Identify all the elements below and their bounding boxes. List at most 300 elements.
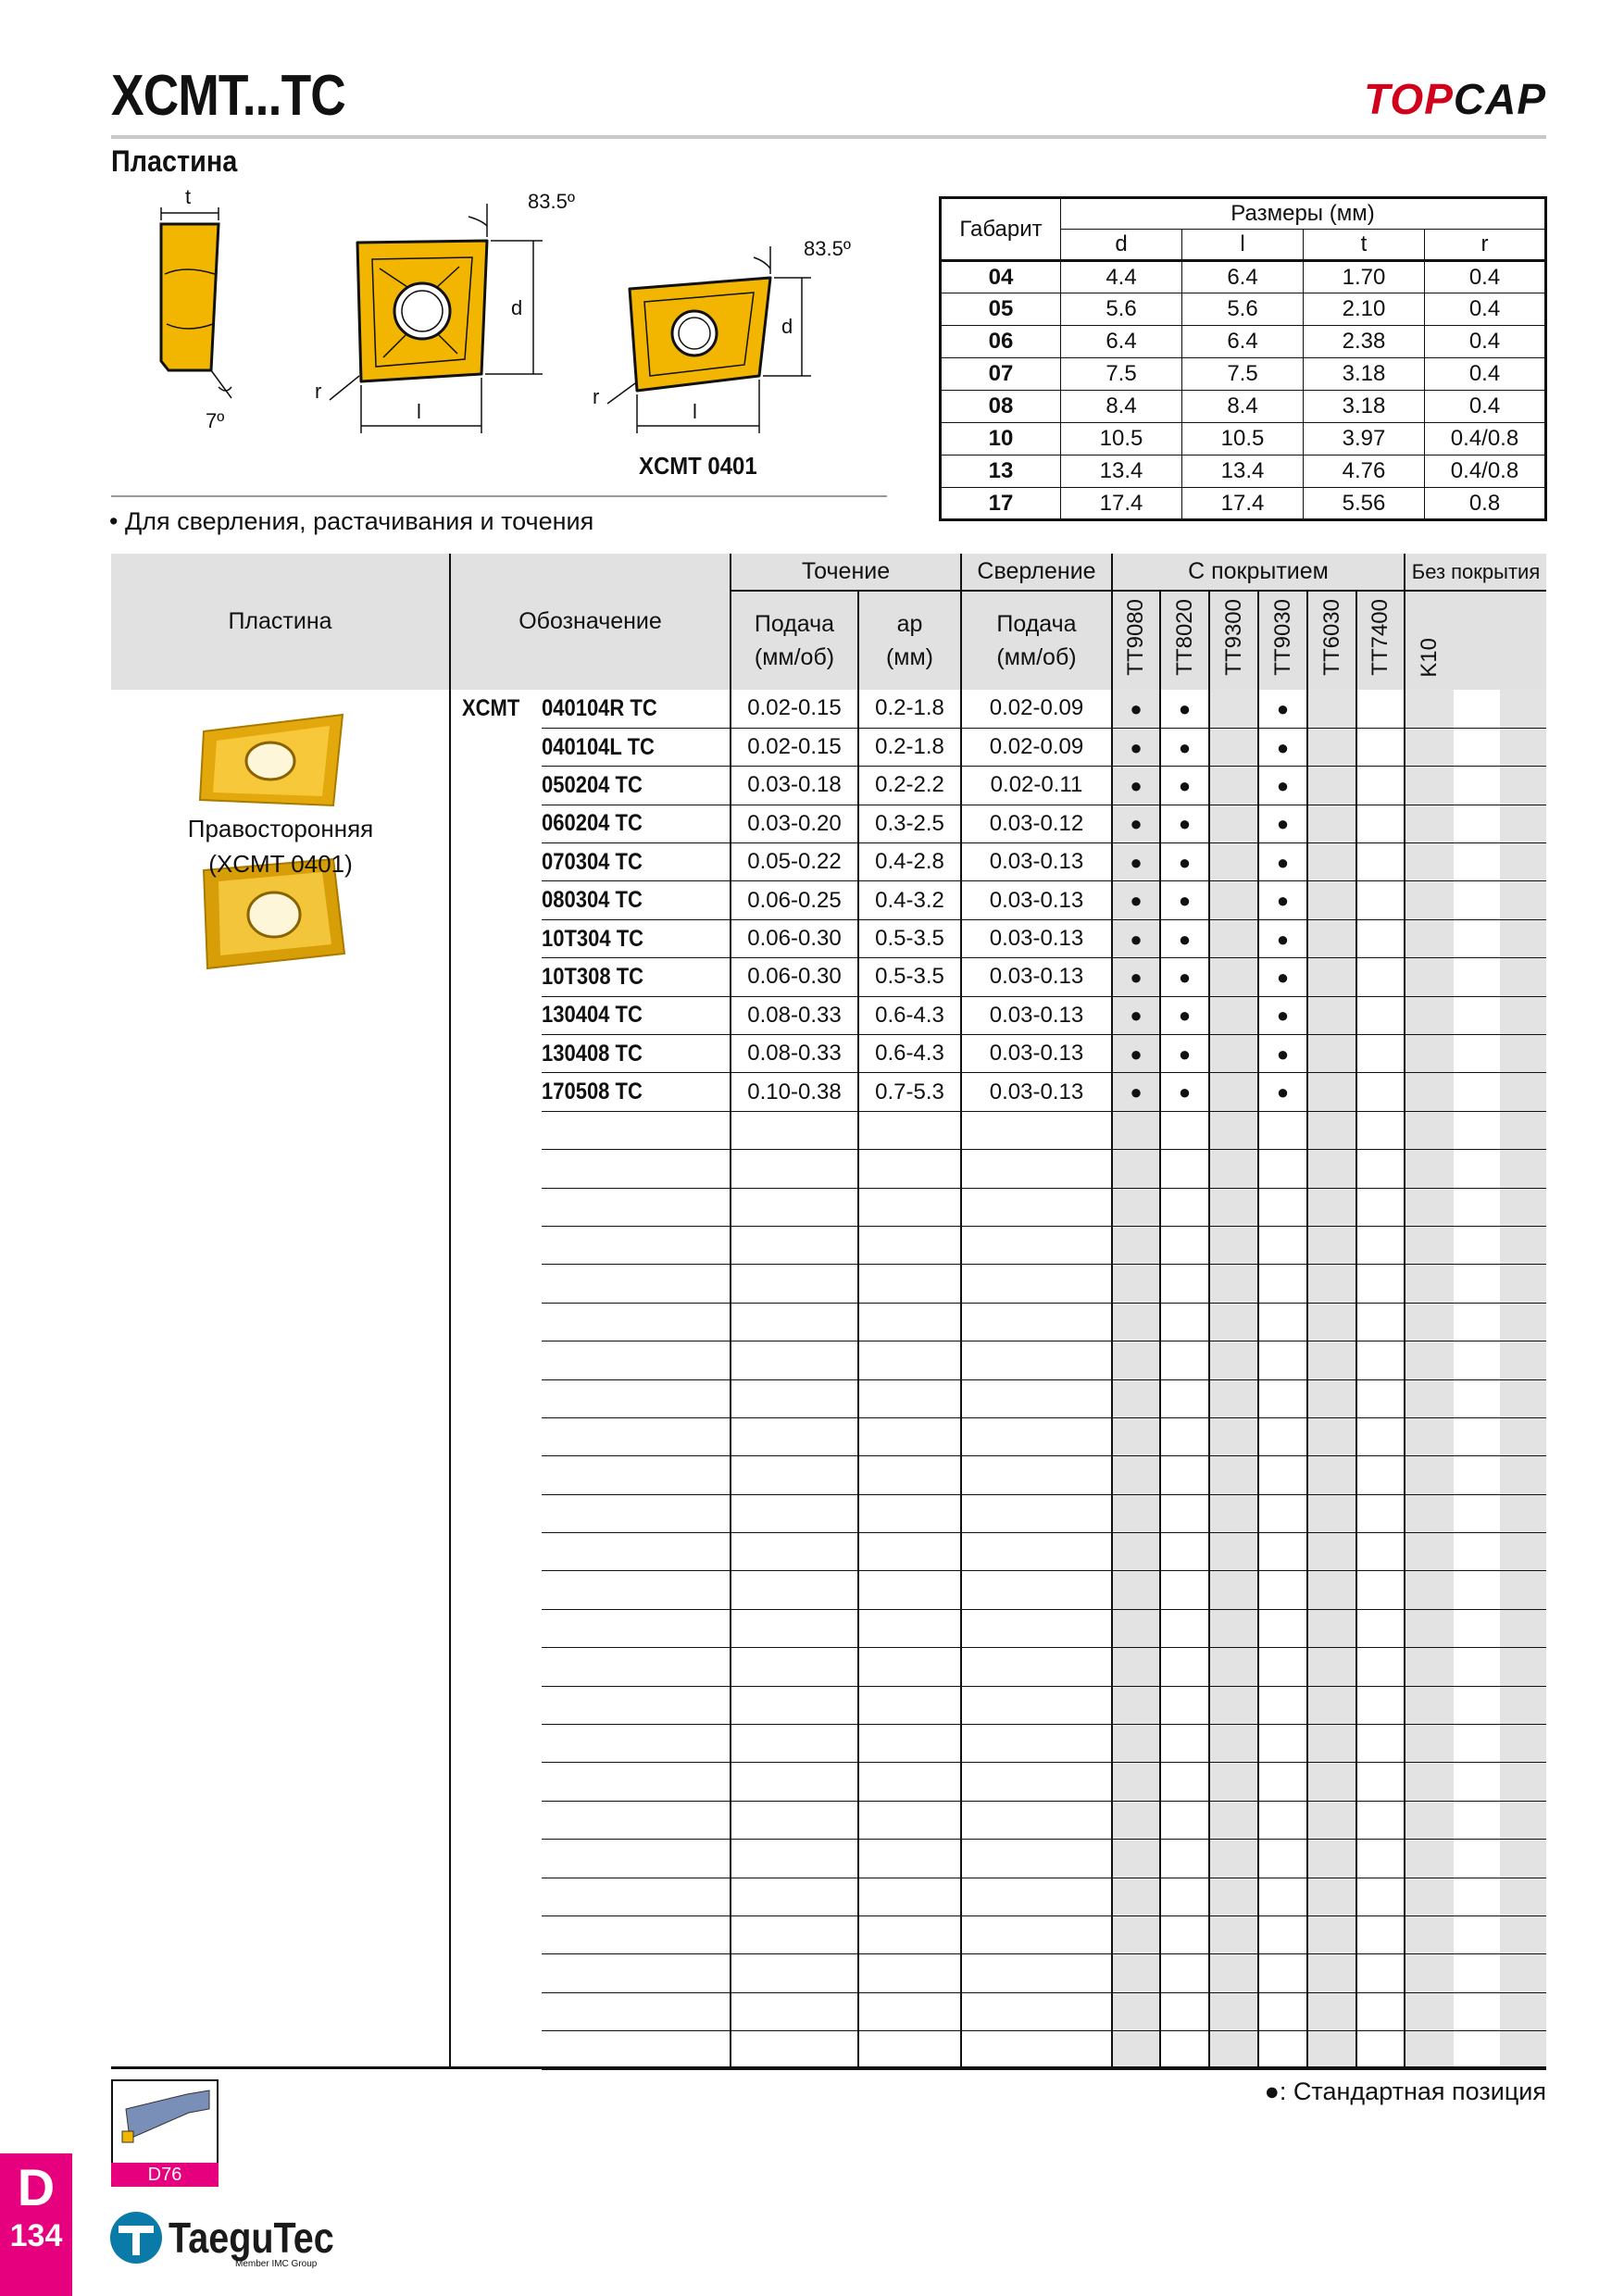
grade-cell xyxy=(1112,1686,1160,1724)
designation-prefix xyxy=(450,1878,542,1915)
grade-cell xyxy=(1112,1954,1160,1992)
grade-cell xyxy=(1307,1035,1356,1073)
designation-code xyxy=(542,1188,731,1226)
grade-cell xyxy=(1356,1150,1405,1188)
grade-cell xyxy=(1405,1265,1454,1303)
designation-code xyxy=(542,996,731,1034)
grade-cell xyxy=(1307,1840,1356,1878)
drilling-feed-cell: 0.03-0.13 xyxy=(961,1035,1112,1073)
dim-col-d: d xyxy=(1061,230,1182,261)
designation-code xyxy=(542,1571,731,1609)
designation-code xyxy=(542,805,731,842)
turning-feed-cell xyxy=(731,1417,858,1455)
turning-feed-cell xyxy=(731,1840,858,1878)
grade-cell xyxy=(1356,2031,1405,2069)
grade-cell xyxy=(1307,1150,1356,1188)
grade-cell xyxy=(1356,1265,1405,1303)
grade-cell xyxy=(1405,1456,1454,1494)
grade-cell-empty xyxy=(1454,1226,1500,1264)
ap-cell xyxy=(858,1801,961,1839)
grade-cell xyxy=(1356,1571,1405,1609)
drilling-feed-cell xyxy=(961,1686,1112,1724)
size-cell: 10 xyxy=(941,423,1061,455)
designation-code xyxy=(542,1226,731,1264)
designation-code xyxy=(542,767,731,805)
grade-cell xyxy=(1356,996,1405,1034)
grade-cell xyxy=(1356,1992,1405,2030)
dim-d-cell: 4.4 xyxy=(1061,261,1182,293)
grade-cell xyxy=(1112,1878,1160,1915)
designation-prefix xyxy=(450,1992,542,2030)
designation-code-text: 10T304 TC xyxy=(542,925,644,952)
grade-cell xyxy=(1405,1035,1454,1073)
grade-empty-1 xyxy=(1454,591,1500,690)
ap-cell xyxy=(858,1916,961,1954)
grade-cell xyxy=(1160,1992,1209,2030)
designation-prefix xyxy=(450,767,542,805)
grade-cell-empty xyxy=(1500,1916,1546,1954)
turning-feed-cell xyxy=(731,1571,858,1609)
grade-cell-empty xyxy=(1500,1609,1546,1647)
grade-cell xyxy=(1258,843,1307,881)
grade-cell-empty xyxy=(1500,1303,1546,1341)
turning-feed-cell xyxy=(731,1111,858,1149)
standard-item-dot: ● xyxy=(1178,812,1192,836)
col-ap-header: ap (мм) xyxy=(858,591,961,690)
grade-cell xyxy=(1160,1188,1209,1226)
grade-cell xyxy=(1405,881,1454,919)
grade-label: TT9300 xyxy=(1220,599,1246,676)
grade-cell xyxy=(1112,1035,1160,1073)
turning-feed-cell xyxy=(731,1341,858,1379)
standard-item-dot: ● xyxy=(1276,773,1290,797)
standard-item-dot: ● xyxy=(1130,1080,1143,1104)
grade-cell xyxy=(1356,805,1405,842)
grade-cell xyxy=(1112,728,1160,766)
grade-cell-empty xyxy=(1454,1801,1500,1839)
designation-prefix xyxy=(450,1150,542,1188)
designation-prefix xyxy=(450,1954,542,1992)
grade-cell xyxy=(1209,1648,1258,1686)
designation-prefix xyxy=(450,1035,542,1073)
grade-cell xyxy=(1258,728,1307,766)
dim-angle-7: 7º xyxy=(206,409,225,432)
grade-cell xyxy=(1356,1494,1405,1532)
dim-t-cell: 3.18 xyxy=(1304,358,1425,391)
dim-l-cell: 8.4 xyxy=(1182,391,1304,423)
grade-cell-empty xyxy=(1500,1111,1546,1149)
turning-feed-cell xyxy=(731,1494,858,1532)
col-feed-header: Подача (мм/об) xyxy=(731,591,858,690)
designation-code xyxy=(542,1648,731,1686)
grade-cell xyxy=(1209,1417,1258,1455)
grade-cell-empty xyxy=(1454,1111,1500,1149)
grade-cell xyxy=(1112,881,1160,919)
grade-cell xyxy=(1112,767,1160,805)
designation-prefix xyxy=(450,958,542,996)
note-rule xyxy=(111,495,887,497)
dim-t-cell: 1.70 xyxy=(1304,261,1425,293)
grade-k10 xyxy=(1405,591,1454,690)
dim-l-cell: 13.4 xyxy=(1182,455,1304,488)
turning-feed-cell: 0.08-0.33 xyxy=(731,996,858,1034)
grade-cell-empty xyxy=(1454,1840,1500,1878)
grade-cell xyxy=(1307,2031,1356,2069)
grade-cell xyxy=(1307,1111,1356,1149)
grade-cell xyxy=(1160,1073,1209,1111)
standard-item-dot: ● xyxy=(1130,773,1143,797)
page-title: XCMT...TC xyxy=(111,64,345,128)
ap-cell xyxy=(858,1992,961,2030)
grade-cell xyxy=(1160,1878,1209,1915)
grade-cell xyxy=(1209,1188,1258,1226)
dim-r-cell: 0.4/0.8 xyxy=(1425,455,1546,488)
grade-cell-empty xyxy=(1500,1417,1546,1455)
standard-item-dot: ● xyxy=(1130,812,1143,836)
grade-cell xyxy=(1307,1916,1356,1954)
designation-code-text: 060204 TC xyxy=(542,810,643,837)
grade-cell xyxy=(1258,1456,1307,1494)
ap-cell: 0.4-2.8 xyxy=(858,843,961,881)
designation-code xyxy=(542,1073,731,1111)
grade-cell xyxy=(1405,1226,1454,1264)
turning-feed-cell xyxy=(731,1992,858,2030)
grade-cell xyxy=(1258,1954,1307,1992)
grade-cell xyxy=(1356,690,1405,728)
grade-cell xyxy=(1307,1878,1356,1915)
dim-r-cell: 0.4 xyxy=(1425,358,1546,391)
standard-item-dot: ● xyxy=(1130,696,1143,720)
grade-cell xyxy=(1160,1303,1209,1341)
designation-prefix xyxy=(450,1456,542,1494)
grade-cell xyxy=(1356,1533,1405,1571)
dim-d-cell: 17.4 xyxy=(1061,488,1182,520)
grade-cell xyxy=(1209,958,1258,996)
grade-cell xyxy=(1405,690,1454,728)
grade-cell xyxy=(1112,1916,1160,1954)
drilling-feed-cell xyxy=(961,1265,1112,1303)
ap-cell xyxy=(858,2031,961,2069)
dim-r-cell: 0.4 xyxy=(1425,391,1546,423)
grade-cell xyxy=(1209,1992,1258,2030)
grade-cell xyxy=(1209,1878,1258,1915)
drilling-feed-cell xyxy=(961,1456,1112,1494)
dim-l-cell: 17.4 xyxy=(1182,488,1304,520)
designation-prefix xyxy=(450,1725,542,1763)
turning-feed-cell: 0.10-0.38 xyxy=(731,1073,858,1111)
grade-cell xyxy=(1209,881,1258,919)
ap-cell xyxy=(858,1265,961,1303)
grade-cell xyxy=(1258,1840,1307,1878)
drilling-feed-cell xyxy=(961,1111,1112,1149)
designation-code xyxy=(542,1303,731,1341)
grade-cell xyxy=(1405,1725,1454,1763)
dim-r-cell: 0.8 xyxy=(1425,488,1546,520)
size-row xyxy=(941,423,1546,455)
col-drill-feed-header: Подача (мм/об) xyxy=(961,591,1112,690)
designation-prefix xyxy=(450,1916,542,1954)
grade-cell-empty xyxy=(1454,728,1500,766)
grade-cell xyxy=(1356,1801,1405,1839)
standard-item-dot: ● xyxy=(1276,1004,1290,1028)
drilling-feed-cell: 0.03-0.13 xyxy=(961,1073,1112,1111)
turning-feed-cell xyxy=(731,1265,858,1303)
page-number: 134 xyxy=(9,2218,63,2253)
grade-cell xyxy=(1356,1954,1405,1992)
grade-cell-empty xyxy=(1454,996,1500,1034)
header-rule xyxy=(111,135,1546,139)
grade-cell xyxy=(1258,1265,1307,1303)
drilling-feed-cell: 0.02-0.11 xyxy=(961,767,1112,805)
designation-code xyxy=(542,1954,731,1992)
drilling-feed-cell xyxy=(961,1417,1112,1455)
grade-cell xyxy=(1112,1073,1160,1111)
standard-item-dot: ● xyxy=(1178,1080,1192,1104)
grade-cell xyxy=(1160,1417,1209,1455)
grade-cell xyxy=(1209,1686,1258,1724)
designation-code xyxy=(542,1725,731,1763)
dim-d-cell: 6.4 xyxy=(1061,326,1182,358)
drilling-feed-cell xyxy=(961,1763,1112,1801)
grade-cell-empty xyxy=(1454,1609,1500,1647)
grade-cell xyxy=(1209,728,1258,766)
dim-d-cell: 7.5 xyxy=(1061,358,1182,391)
ap-cell xyxy=(858,1111,961,1149)
insert-type-line1: Правосторонняя xyxy=(187,815,374,842)
dim-r-label-small: r xyxy=(593,385,600,408)
dim-angle-83-b: 83.5º xyxy=(804,237,851,260)
grade-cell-empty xyxy=(1500,843,1546,881)
designation-code xyxy=(542,728,731,766)
drilling-feed-cell xyxy=(961,1992,1112,2030)
turning-feed-cell xyxy=(731,1878,858,1915)
grade-cell-empty xyxy=(1454,1073,1500,1111)
grade-cell xyxy=(1405,1840,1454,1878)
designation-code-text: 170508 TC xyxy=(542,1079,643,1105)
grade-cell xyxy=(1112,919,1160,957)
grade-cell xyxy=(1307,843,1356,881)
drilling-feed-cell xyxy=(961,1954,1112,1992)
grade-cell xyxy=(1112,690,1160,728)
dim-t-label: t xyxy=(185,185,192,208)
designation-code xyxy=(542,958,731,996)
grade-cell xyxy=(1356,1111,1405,1149)
size-cell: 13 xyxy=(941,455,1061,488)
grade-cell xyxy=(1356,1035,1405,1073)
standard-item-dot: ● xyxy=(1178,1042,1192,1066)
designation-prefix xyxy=(450,1188,542,1226)
taegutec-logo-text: TaeguTec xyxy=(169,2214,334,2262)
grade-cell-empty xyxy=(1500,1954,1546,1992)
grade-cell xyxy=(1112,1648,1160,1686)
insert-photo-top xyxy=(200,715,343,805)
grade-cell-empty xyxy=(1500,996,1546,1034)
turning-feed-cell xyxy=(731,1954,858,1992)
grade-cell xyxy=(1112,1533,1160,1571)
grade-cell xyxy=(1405,1916,1454,1954)
grade-cell xyxy=(1209,1035,1258,1073)
ap-cell xyxy=(858,1571,961,1609)
designation-code xyxy=(542,1417,731,1455)
grade-cell-empty xyxy=(1454,805,1500,842)
standard-item-dot: ● xyxy=(1276,812,1290,836)
drilling-feed-cell: 0.03-0.13 xyxy=(961,996,1112,1034)
ap-cell: 0.2-1.8 xyxy=(858,690,961,728)
standard-item-dot: ● xyxy=(1178,889,1192,913)
grade-cell-empty xyxy=(1500,1035,1546,1073)
dim-t-cell: 5.56 xyxy=(1304,488,1425,520)
grade-cell xyxy=(1307,996,1356,1034)
designation-code-text: 070304 TC xyxy=(542,848,643,875)
grade-cell xyxy=(1405,805,1454,842)
grade-cell-empty xyxy=(1500,1226,1546,1264)
ap-cell xyxy=(858,1303,961,1341)
grade-cell xyxy=(1356,728,1405,766)
grade-cell xyxy=(1160,1456,1209,1494)
designation-code xyxy=(542,1878,731,1915)
grade-cell xyxy=(1356,1073,1405,1111)
col-turning-header: Точение xyxy=(731,554,961,591)
grade-label: K10 xyxy=(1417,638,1442,678)
ap-cell: 0.6-4.3 xyxy=(858,996,961,1034)
grade-cell xyxy=(1258,1686,1307,1724)
grade-cell-empty xyxy=(1500,919,1546,957)
grade-cell xyxy=(1209,2031,1258,2069)
ap-cell xyxy=(858,1456,961,1494)
grade-cell-empty xyxy=(1500,1533,1546,1571)
grade-cell-empty xyxy=(1500,1188,1546,1226)
grade-cell-empty xyxy=(1454,1648,1500,1686)
grade-cell xyxy=(1307,1188,1356,1226)
ap-cell xyxy=(858,1648,961,1686)
grade-cell xyxy=(1307,1533,1356,1571)
grade-cell xyxy=(1160,919,1209,957)
grade-cell xyxy=(1209,1456,1258,1494)
dim-l-cell: 5.6 xyxy=(1182,293,1304,326)
designation-prefix xyxy=(450,843,542,881)
size-cell: 06 xyxy=(941,326,1061,358)
grade-cell xyxy=(1405,1533,1454,1571)
grade-cell xyxy=(1209,843,1258,881)
grade-cell-empty xyxy=(1500,1073,1546,1111)
dim-d-cell: 5.6 xyxy=(1061,293,1182,326)
drilling-feed-cell xyxy=(961,2031,1112,2069)
designation-code xyxy=(542,1111,731,1149)
dim-d-cell: 10.5 xyxy=(1061,423,1182,455)
grade-cell-empty xyxy=(1500,1992,1546,2030)
standard-item-dot: ● xyxy=(1178,696,1192,720)
grade-cell xyxy=(1112,1840,1160,1878)
grade-cell xyxy=(1307,1954,1356,1992)
grade-cell xyxy=(1160,1494,1209,1532)
grade-cell xyxy=(1209,1725,1258,1763)
grade-cell-empty xyxy=(1500,1379,1546,1417)
brand-logo xyxy=(1364,74,1546,124)
insert-side-view xyxy=(161,185,231,432)
grade-cell-empty xyxy=(1500,767,1546,805)
grade-cell xyxy=(1160,805,1209,842)
dim-t-cell: 2.38 xyxy=(1304,326,1425,358)
standard-item-dot: ● xyxy=(1178,927,1192,951)
grade-cell-empty xyxy=(1454,1035,1500,1073)
grade-cell xyxy=(1209,1150,1258,1188)
ap-cell xyxy=(858,1379,961,1417)
designation-code xyxy=(542,1379,731,1417)
dim-l-cell: 7.5 xyxy=(1182,358,1304,391)
brand-logo-cap: CAP xyxy=(1453,75,1546,123)
ap-cell xyxy=(858,1188,961,1226)
dim-angle-83-a: 83.5º xyxy=(528,190,575,213)
grade-cell xyxy=(1258,1035,1307,1073)
grade-cell xyxy=(1112,996,1160,1034)
grade-cell xyxy=(1160,1686,1209,1724)
grade-cell xyxy=(1209,1763,1258,1801)
grade-cell xyxy=(1356,1188,1405,1226)
grade-cell xyxy=(1112,2031,1160,2069)
turning-feed-cell: 0.03-0.20 xyxy=(731,805,858,842)
grade-cell xyxy=(1405,1571,1454,1609)
page-ref-tag[interactable]: D76 xyxy=(111,2163,219,2187)
designation-prefix xyxy=(450,996,542,1034)
designation-prefix xyxy=(450,1379,542,1417)
dim-r-cell: 0.4/0.8 xyxy=(1425,423,1546,455)
grade-cell xyxy=(1307,1379,1356,1417)
grade-cell xyxy=(1160,1801,1209,1839)
grade-cell xyxy=(1160,1725,1209,1763)
dim-l-label: l xyxy=(417,400,421,423)
grade-cell xyxy=(1258,1303,1307,1341)
ap-cell xyxy=(858,1725,961,1763)
grade-cell-empty xyxy=(1500,2031,1546,2069)
standard-item-dot: ● xyxy=(1130,889,1143,913)
drilling-feed-cell xyxy=(961,1801,1112,1839)
grade-cell xyxy=(1307,919,1356,957)
turning-feed-cell xyxy=(731,1303,858,1341)
grade-cell-empty xyxy=(1454,1533,1500,1571)
size-row xyxy=(941,358,1546,391)
grade-cell xyxy=(1160,1035,1209,1073)
grade-cell xyxy=(1307,1494,1356,1532)
grade-cell xyxy=(1112,1456,1160,1494)
grade-cell xyxy=(1405,1379,1454,1417)
grade-cell xyxy=(1112,805,1160,842)
turning-feed-cell: 0.05-0.22 xyxy=(731,843,858,881)
dim-d-cell: 13.4 xyxy=(1061,455,1182,488)
drilling-feed-cell: 0.03-0.13 xyxy=(961,919,1112,957)
dim-l-cell: 6.4 xyxy=(1182,326,1304,358)
grade-empty-2 xyxy=(1500,591,1546,690)
dim-r-cell: 0.4 xyxy=(1425,326,1546,358)
grade-cell xyxy=(1356,1303,1405,1341)
grade-cell xyxy=(1356,1609,1405,1647)
designation-prefix xyxy=(450,1763,542,1801)
grade-cell-empty xyxy=(1454,1379,1500,1417)
ap-cell: 0.3-2.5 xyxy=(858,805,961,842)
grade-cell xyxy=(1209,1379,1258,1417)
col-designation-header: Обозначение xyxy=(450,554,731,690)
designation-prefix xyxy=(450,1303,542,1341)
designation-prefix xyxy=(450,1226,542,1264)
grade-cell xyxy=(1258,1379,1307,1417)
dim-r-cell: 0.4 xyxy=(1425,293,1546,326)
grade-cell xyxy=(1112,1379,1160,1417)
grade-cell xyxy=(1160,2031,1209,2069)
grade-cell xyxy=(1160,1648,1209,1686)
grade-cell xyxy=(1307,1456,1356,1494)
grade-cell xyxy=(1209,767,1258,805)
turning-feed-cell xyxy=(731,1725,858,1763)
grade-cell-empty xyxy=(1500,881,1546,919)
